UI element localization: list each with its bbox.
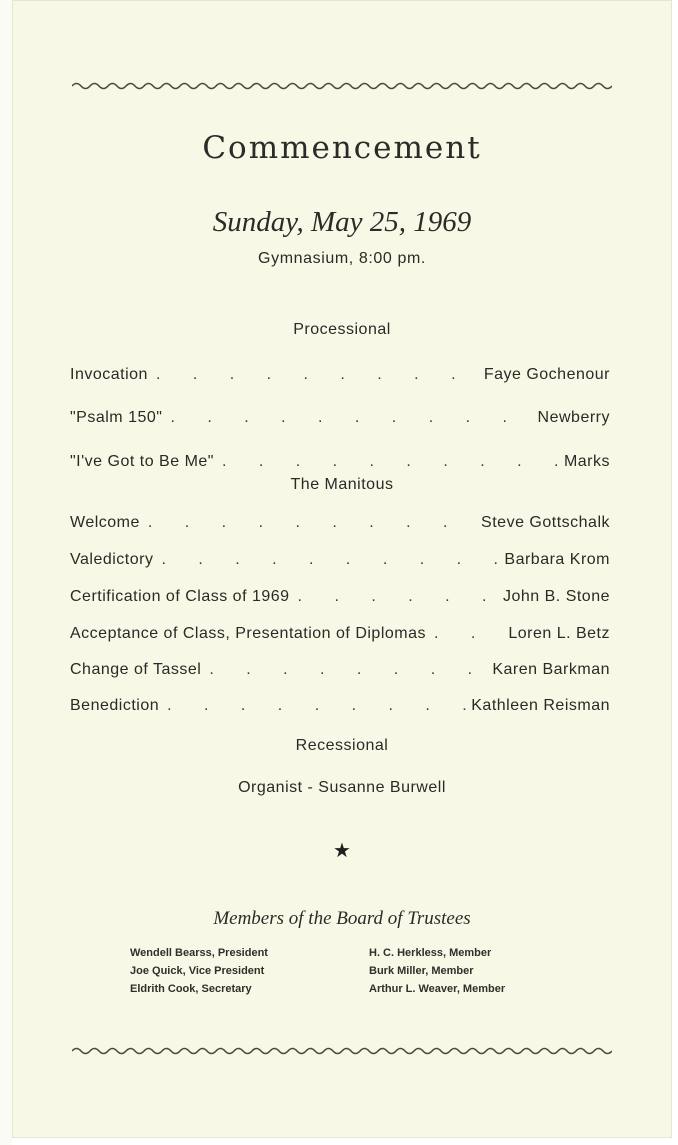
dot-leader [153,551,504,569]
dot-leader [148,366,484,384]
program-person: Steve Gottschalk [481,514,610,531]
program-item: Benediction [70,697,160,714]
event-date: Sunday, May 25, 1969 [212,206,472,238]
dot-leader [162,409,537,427]
trustee-entry: Arthur L. Weaver, Member [369,983,506,995]
program-item: "I've Got to Be Me" [70,453,214,470]
trustee-entry: Wendell Bearss, President [130,947,268,959]
bottom-wave-border [72,1045,612,1057]
dot-leader [290,588,503,606]
trustees-right-column [369,944,505,998]
program-item: "Psalm 150" [70,409,163,426]
program-item: Welcome [70,514,140,531]
dot-leader [426,625,508,643]
program-item: Certification of Class of 1969 [70,588,290,605]
program-row [70,661,610,685]
program-person: Loren L. Betz [508,625,610,642]
top-wave-border [72,80,612,92]
program-row [70,514,610,538]
dot-leader [214,453,564,471]
dot-leader [159,697,471,715]
performer-name: The Manitous [290,476,394,493]
trustee-entry: Burk Miller, Member [369,965,474,977]
program-row [70,551,610,575]
program-row [70,366,610,390]
dot-leader [140,514,481,532]
page-title: Commencement [202,130,482,166]
program-page [12,0,672,1138]
program-row [70,697,610,721]
program-item: Acceptance of Class, Presentation of Diplomas [70,625,426,642]
trustees-heading: Members of the Board of Trustees [213,908,471,929]
star-icon: ★ [333,840,351,862]
event-venue: Gymnasium, 8:00 pm. [258,250,426,267]
recessional-heading: Recessional [295,737,389,754]
program-item: Invocation [70,366,148,383]
program-person: Kathleen Reisman [471,697,610,714]
program-person: Marks [563,453,610,470]
program-item: Valedictory [70,551,154,568]
program-person: Barbara Krom [504,551,610,568]
program-person: John B. Stone [502,588,610,605]
trustee-entry: Joe Quick, Vice President [130,965,265,977]
program-person: Faye Gochenour [483,366,610,383]
trustee-entry: Eldrith Cook, Secretary [130,983,252,995]
trustee-entry: H. C. Herkless, Member [369,947,492,959]
program-row [70,453,610,477]
program-item: Change of Tassel [70,661,202,678]
processional-heading: Processional [293,321,391,338]
program-row [70,588,610,612]
page-edge [0,0,12,1145]
program-person: Karen Barkman [492,661,610,678]
program-person: Newberry [537,409,610,426]
program-row [70,409,610,433]
dot-leader [201,661,492,679]
organist-line: Organist - Susanne Burwell [238,779,446,796]
program-row [70,625,610,649]
trustees-left-column [130,944,268,998]
